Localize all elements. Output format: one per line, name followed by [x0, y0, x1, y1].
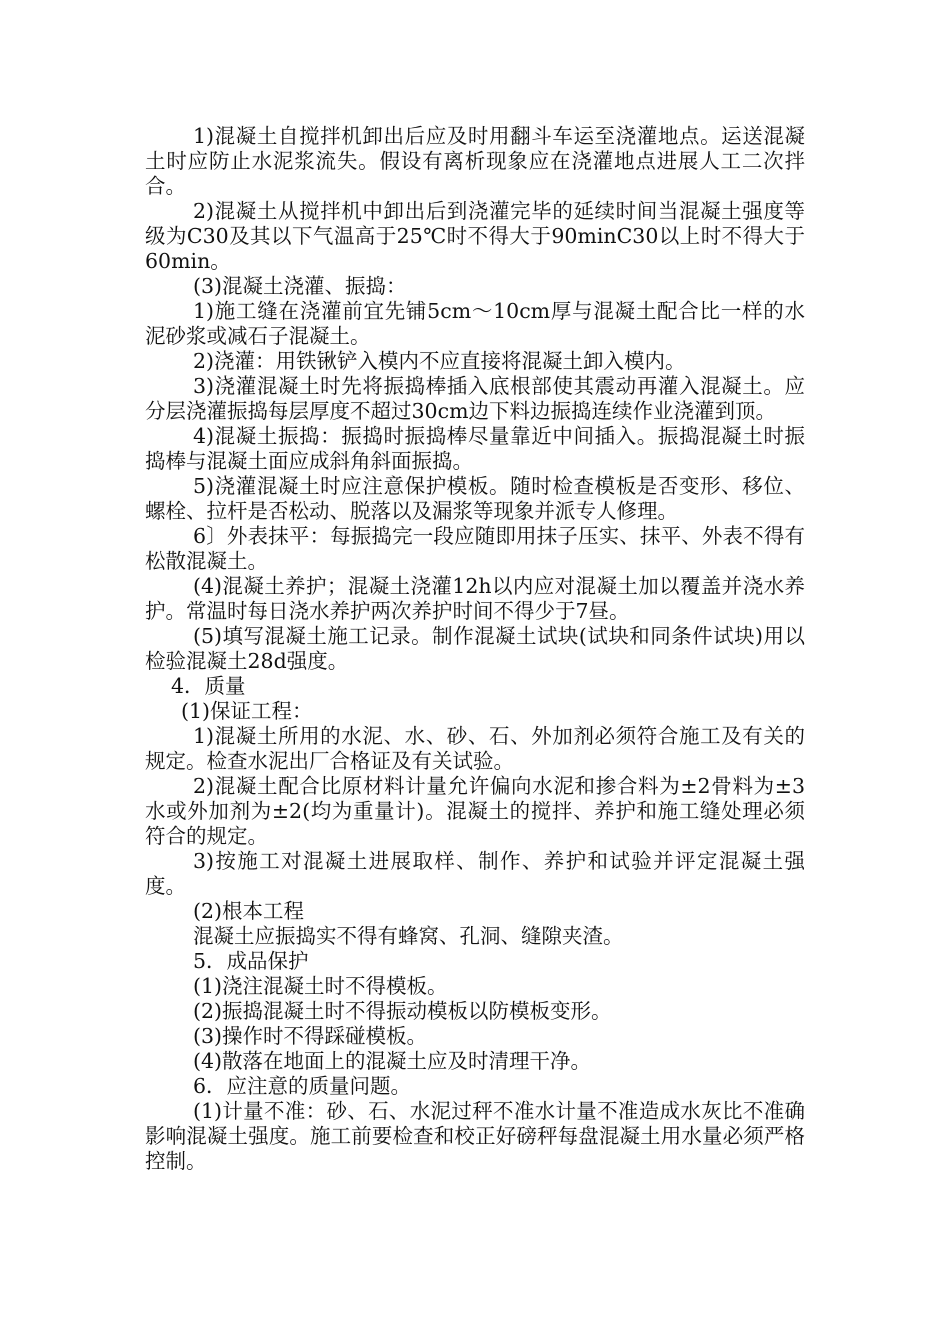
paragraph: (4)混凝土养护；混凝土浇灌12h以内应对混凝土加以覆盖并浇水养护。常温时每日浇水养护两次养护时间不得少于7昼。: [145, 574, 805, 623]
paragraph: 6〕外表抹平：每振捣完一段应随即用抹子压实、抹平、外表不得有松散混凝土。: [145, 524, 805, 573]
paragraph: 1)施工缝在浇灌前宜先铺5cm～10cm厚与混凝土配合比一样的水泥砂浆或减石子混凝土。: [145, 299, 805, 348]
subsection-heading: (1)保证工程：: [181, 699, 313, 723]
paragraph: 1)混凝土自搅拌机卸出后应及时用翻斗车运至浇灌地点。运送混凝土时应防止水泥浆流失。假设有离析现象应在浇灌地点进展人工二次拌合。: [145, 124, 805, 198]
paragraph: 2)混凝土从搅拌机中卸出后到浇灌完毕的延续时间当混凝土强度等级为C30及其以下气温高于25℃时不得大于90minC30以上时不得大于60min。: [145, 199, 805, 273]
section-heading: 5．成品保护: [193, 949, 309, 973]
paragraph: (3)操作时不得踩碰模板。: [193, 1024, 428, 1048]
paragraph: (1)计量不准：砂、石、水泥过秤不准水计量不准造成水灰比不准确影响混凝土强度。施工前要检查和校正好磅秤每盘混凝土用水量必须严格控制。: [145, 1099, 805, 1173]
paragraph: (5)填写混凝土施工记录。制作混凝土试块(试块和同条件试块)用以检验混凝土28d强度。: [145, 624, 805, 673]
paragraph: 4)混凝土振捣：振捣时振捣棒尽量靠近中间插入。振捣混凝土时振捣棒与混凝土面应成斜角斜面振捣。: [145, 424, 805, 473]
paragraph: (2)振捣混凝土时不得振动模板以防模板变形。: [193, 999, 612, 1023]
paragraph: 3)浇灌混凝土时先将振捣棒插入底根部使其震动再灌入混凝土。应分层浇灌振捣每层厚度不超过30cm边下料边振捣连续作业浇灌到顶。: [145, 374, 805, 423]
document-body: [145, 124, 805, 1174]
paragraph: 3)按施工对混凝土进展取样、制作、养护和试验并评定混凝土强度。: [145, 849, 805, 898]
paragraph: 5)浇灌混凝土时应注意保护模板。随时检查模板是否变形、移位、螺栓、拉杆是否松动、脱落以及漏浆等现象并派专人修理。: [145, 474, 805, 523]
paragraph: 2)混凝土配合比原材料计量允许偏向水泥和掺合料为±2骨料为±3水或外加剂为±2(均为重量计)。混凝土的搅拌、养护和施工缝处理必须符合的规定。: [145, 774, 805, 848]
section-heading: 6．应注意的质量问题。: [193, 1074, 412, 1098]
paragraph: 2)浇灌：用铁锹铲入模内不应直接将混凝土卸入模内。: [193, 349, 686, 373]
paragraph: 混凝土应振捣实不得有蜂窝、孔洞、缝隙夹渣。: [193, 924, 624, 948]
paragraph: (4)散落在地面上的混凝土应及时清理干净。: [193, 1049, 592, 1073]
paragraph: (1)浇注混凝土时不得模板。: [193, 974, 448, 998]
paragraph: (3)混凝土浇灌、振捣：: [193, 274, 407, 298]
section-heading: 4．质量: [171, 674, 246, 698]
subsection-heading: (2)根本工程: [193, 899, 305, 923]
paragraph: 1)混凝土所用的水泥、水、砂、石、外加剂必须符合施工及有关的规定。检查水泥出厂合格证及有关试验。: [145, 724, 805, 773]
